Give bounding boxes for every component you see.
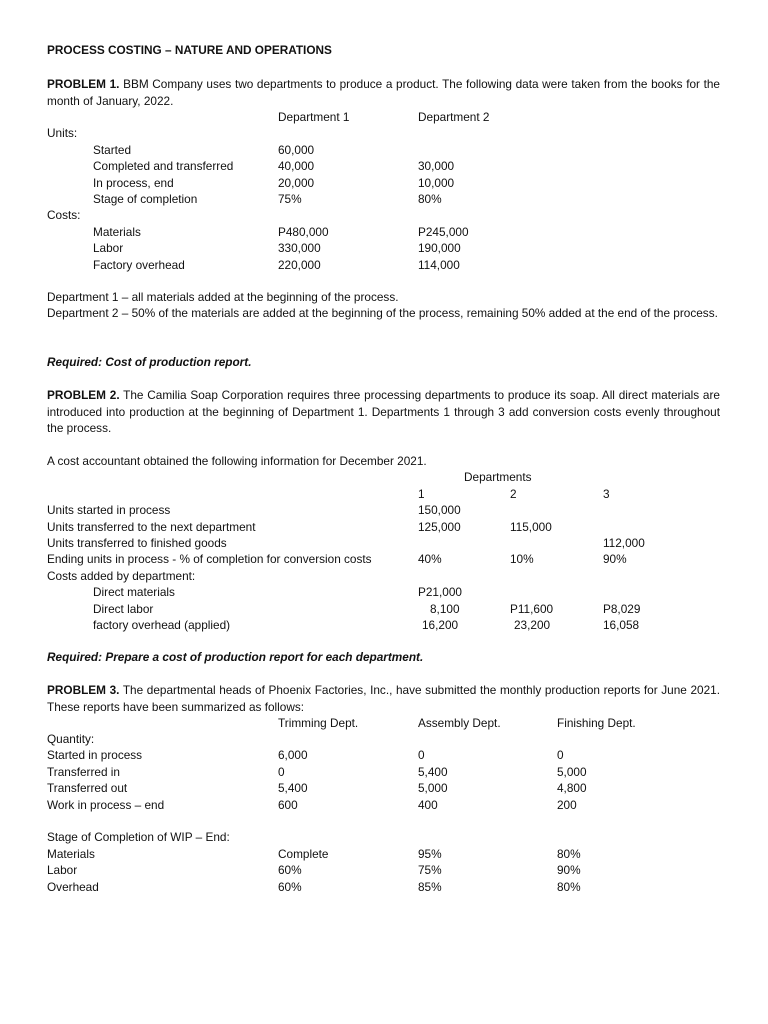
problem-3-label: PROBLEM 3.	[47, 683, 120, 697]
p1-header-dept2: Department 2	[418, 110, 490, 124]
p3-qty-c3: 0	[557, 748, 564, 762]
p2-row-label: Units transferred to the next department	[47, 520, 256, 534]
p3-qty-label: Transferred in	[47, 765, 120, 779]
p2-cost-c2: P11,600	[510, 602, 554, 616]
p2-required: Required: Prepare a cost of production report for each department.	[47, 650, 424, 664]
p1-cost-d2: 190,000	[418, 241, 461, 255]
p2-cost-c3: 16,058	[603, 618, 640, 632]
p2-row-c3: 112,000	[603, 536, 645, 550]
p3-stage-c1: Complete	[278, 847, 329, 861]
p1-unit-d1: 75%	[278, 192, 302, 206]
p2-dept-num: 1	[418, 487, 425, 501]
p2-row-c1: 125,000	[418, 520, 461, 534]
p3-stage-c1: 60%	[278, 863, 302, 877]
problem-3-intro: PROBLEM 3. The departmental heads of Phoenix Factories, Inc., have submitted the monthly production reports for June 2021. These reports have been summarized as follows:	[47, 683, 720, 714]
p1-unit-label: Started	[93, 143, 132, 157]
p1-cost-d1: P480,000	[278, 225, 329, 239]
p2-cost-label: factory overhead (applied)	[93, 618, 231, 632]
problem-2-intro: PROBLEM 2. The Camilia Soap Corporation requires three processing departments to produce its soap. All direct materials are introduced into production at the beginning of Department 1. Departments 1 through 3 add conversion costs evenly throughout the process.	[47, 388, 720, 435]
p2-cost-c3: P8,029	[603, 602, 641, 616]
p3-stage-c1: 60%	[278, 880, 302, 894]
p1-cost-label: Materials	[93, 225, 141, 239]
p1-cost-label: Factory overhead	[93, 258, 185, 272]
p2-row-label: Costs added by department:	[47, 569, 196, 583]
p3-qty-c1: 6,000	[278, 748, 308, 762]
p3-stage-row-label: Overhead	[47, 880, 99, 894]
p1-unit-label: Completed and transferred	[93, 159, 234, 173]
p3-stage-c2: 95%	[418, 847, 442, 861]
p1-unit-d1: 60,000	[278, 143, 315, 157]
p3-qty-c3: 200	[557, 798, 577, 812]
p1-header-dept1: Department 1	[278, 110, 350, 124]
p2-cost-c1: P21,000	[418, 585, 462, 599]
p1-unit-d2: 80%	[418, 192, 442, 206]
p3-qty-c2: 400	[418, 798, 438, 812]
p2-cost-label: Direct materials	[93, 585, 175, 599]
p1-note-dept2: Department 2 – 50% of the materials are added at the beginning of the process, remaining 50% added at the end of the process.	[47, 306, 718, 320]
p2-row-c2: 115,000	[510, 520, 552, 534]
problem-1-intro: PROBLEM 1. BBM Company uses two departments to produce a product. The following data were taken from the books for the month of January, 2022.	[47, 77, 720, 108]
p3-stage-c2: 75%	[418, 863, 442, 877]
p1-units-label: Units:	[47, 126, 78, 140]
p1-cost-d2: 114,000	[418, 258, 460, 272]
p2-row-label: Units started in process	[47, 503, 171, 517]
p1-unit-label: Stage of completion	[93, 192, 198, 206]
p2-info: A cost accountant obtained the following information for December 2021.	[47, 454, 427, 468]
p3-header-assembly: Assembly Dept.	[418, 716, 501, 730]
p2-row-c2: 10%	[510, 552, 534, 566]
p2-dept-num: 3	[603, 487, 610, 501]
p2-row-c3: 90%	[603, 552, 627, 566]
p1-cost-label: Labor	[93, 241, 124, 255]
p3-qty-c1: 5,400	[278, 781, 308, 795]
p3-qty-c2: 0	[418, 748, 425, 762]
p3-qty-c3: 5,000	[557, 765, 587, 779]
p1-note-dept1: Department 1 – all materials added at the beginning of the process.	[47, 290, 399, 304]
p3-qty-label: Work in process – end	[47, 798, 165, 812]
problem-2-label: PROBLEM 2.	[47, 388, 120, 402]
p1-required: Required: Cost of production report.	[47, 355, 252, 369]
p1-cost-d1: 330,000	[278, 241, 321, 255]
p2-row-c1: 150,000	[418, 503, 461, 517]
p2-cost-c1: 16,200	[422, 618, 459, 632]
p3-qty-c1: 0	[278, 765, 285, 779]
p3-qty-label: Transferred out	[47, 781, 128, 795]
p3-quantity-label: Quantity:	[47, 732, 95, 746]
p2-cost-c1: 8,100	[430, 602, 460, 616]
p1-costs-label: Costs:	[47, 208, 81, 222]
p2-cost-c2: 23,200	[514, 618, 551, 632]
p1-unit-d1: 20,000	[278, 176, 315, 190]
p3-qty-c2: 5,000	[418, 781, 448, 795]
p3-stage-c2: 85%	[418, 880, 442, 894]
p3-qty-c2: 5,400	[418, 765, 448, 779]
p3-stage-row-label: Materials	[47, 847, 95, 861]
p3-stage-label: Stage of Completion of WIP – End:	[47, 830, 230, 844]
p3-stage-c3: 90%	[557, 863, 581, 877]
p2-cost-label: Direct labor	[93, 602, 154, 616]
p2-row-c1: 40%	[418, 552, 442, 566]
p1-cost-d2: P245,000	[418, 225, 469, 239]
p3-header-trimming: Trimming Dept.	[278, 716, 359, 730]
document-title: PROCESS COSTING – NATURE AND OPERATIONS	[47, 43, 332, 57]
p1-unit-d2: 30,000	[418, 159, 455, 173]
p2-departments-header: Departments	[464, 470, 532, 484]
p1-unit-label: In process, end	[93, 176, 174, 190]
p2-dept-num: 2	[510, 487, 517, 501]
p3-qty-c3: 4,800	[557, 781, 587, 795]
p2-row-label: Units transferred to finished goods	[47, 536, 227, 550]
p3-header-finishing: Finishing Dept.	[557, 716, 636, 730]
p1-unit-d2: 10,000	[418, 176, 455, 190]
p3-stage-c3: 80%	[557, 880, 581, 894]
problem-1-label: PROBLEM 1.	[47, 77, 120, 91]
p3-stage-row-label: Labor	[47, 863, 78, 877]
p1-unit-d1: 40,000	[278, 159, 315, 173]
p1-cost-d1: 220,000	[278, 258, 321, 272]
p3-stage-c3: 80%	[557, 847, 581, 861]
p3-qty-label: Started in process	[47, 748, 143, 762]
p2-row-label: Ending units in process - % of completion for conversion costs	[47, 552, 372, 566]
p3-qty-c1: 600	[278, 798, 298, 812]
